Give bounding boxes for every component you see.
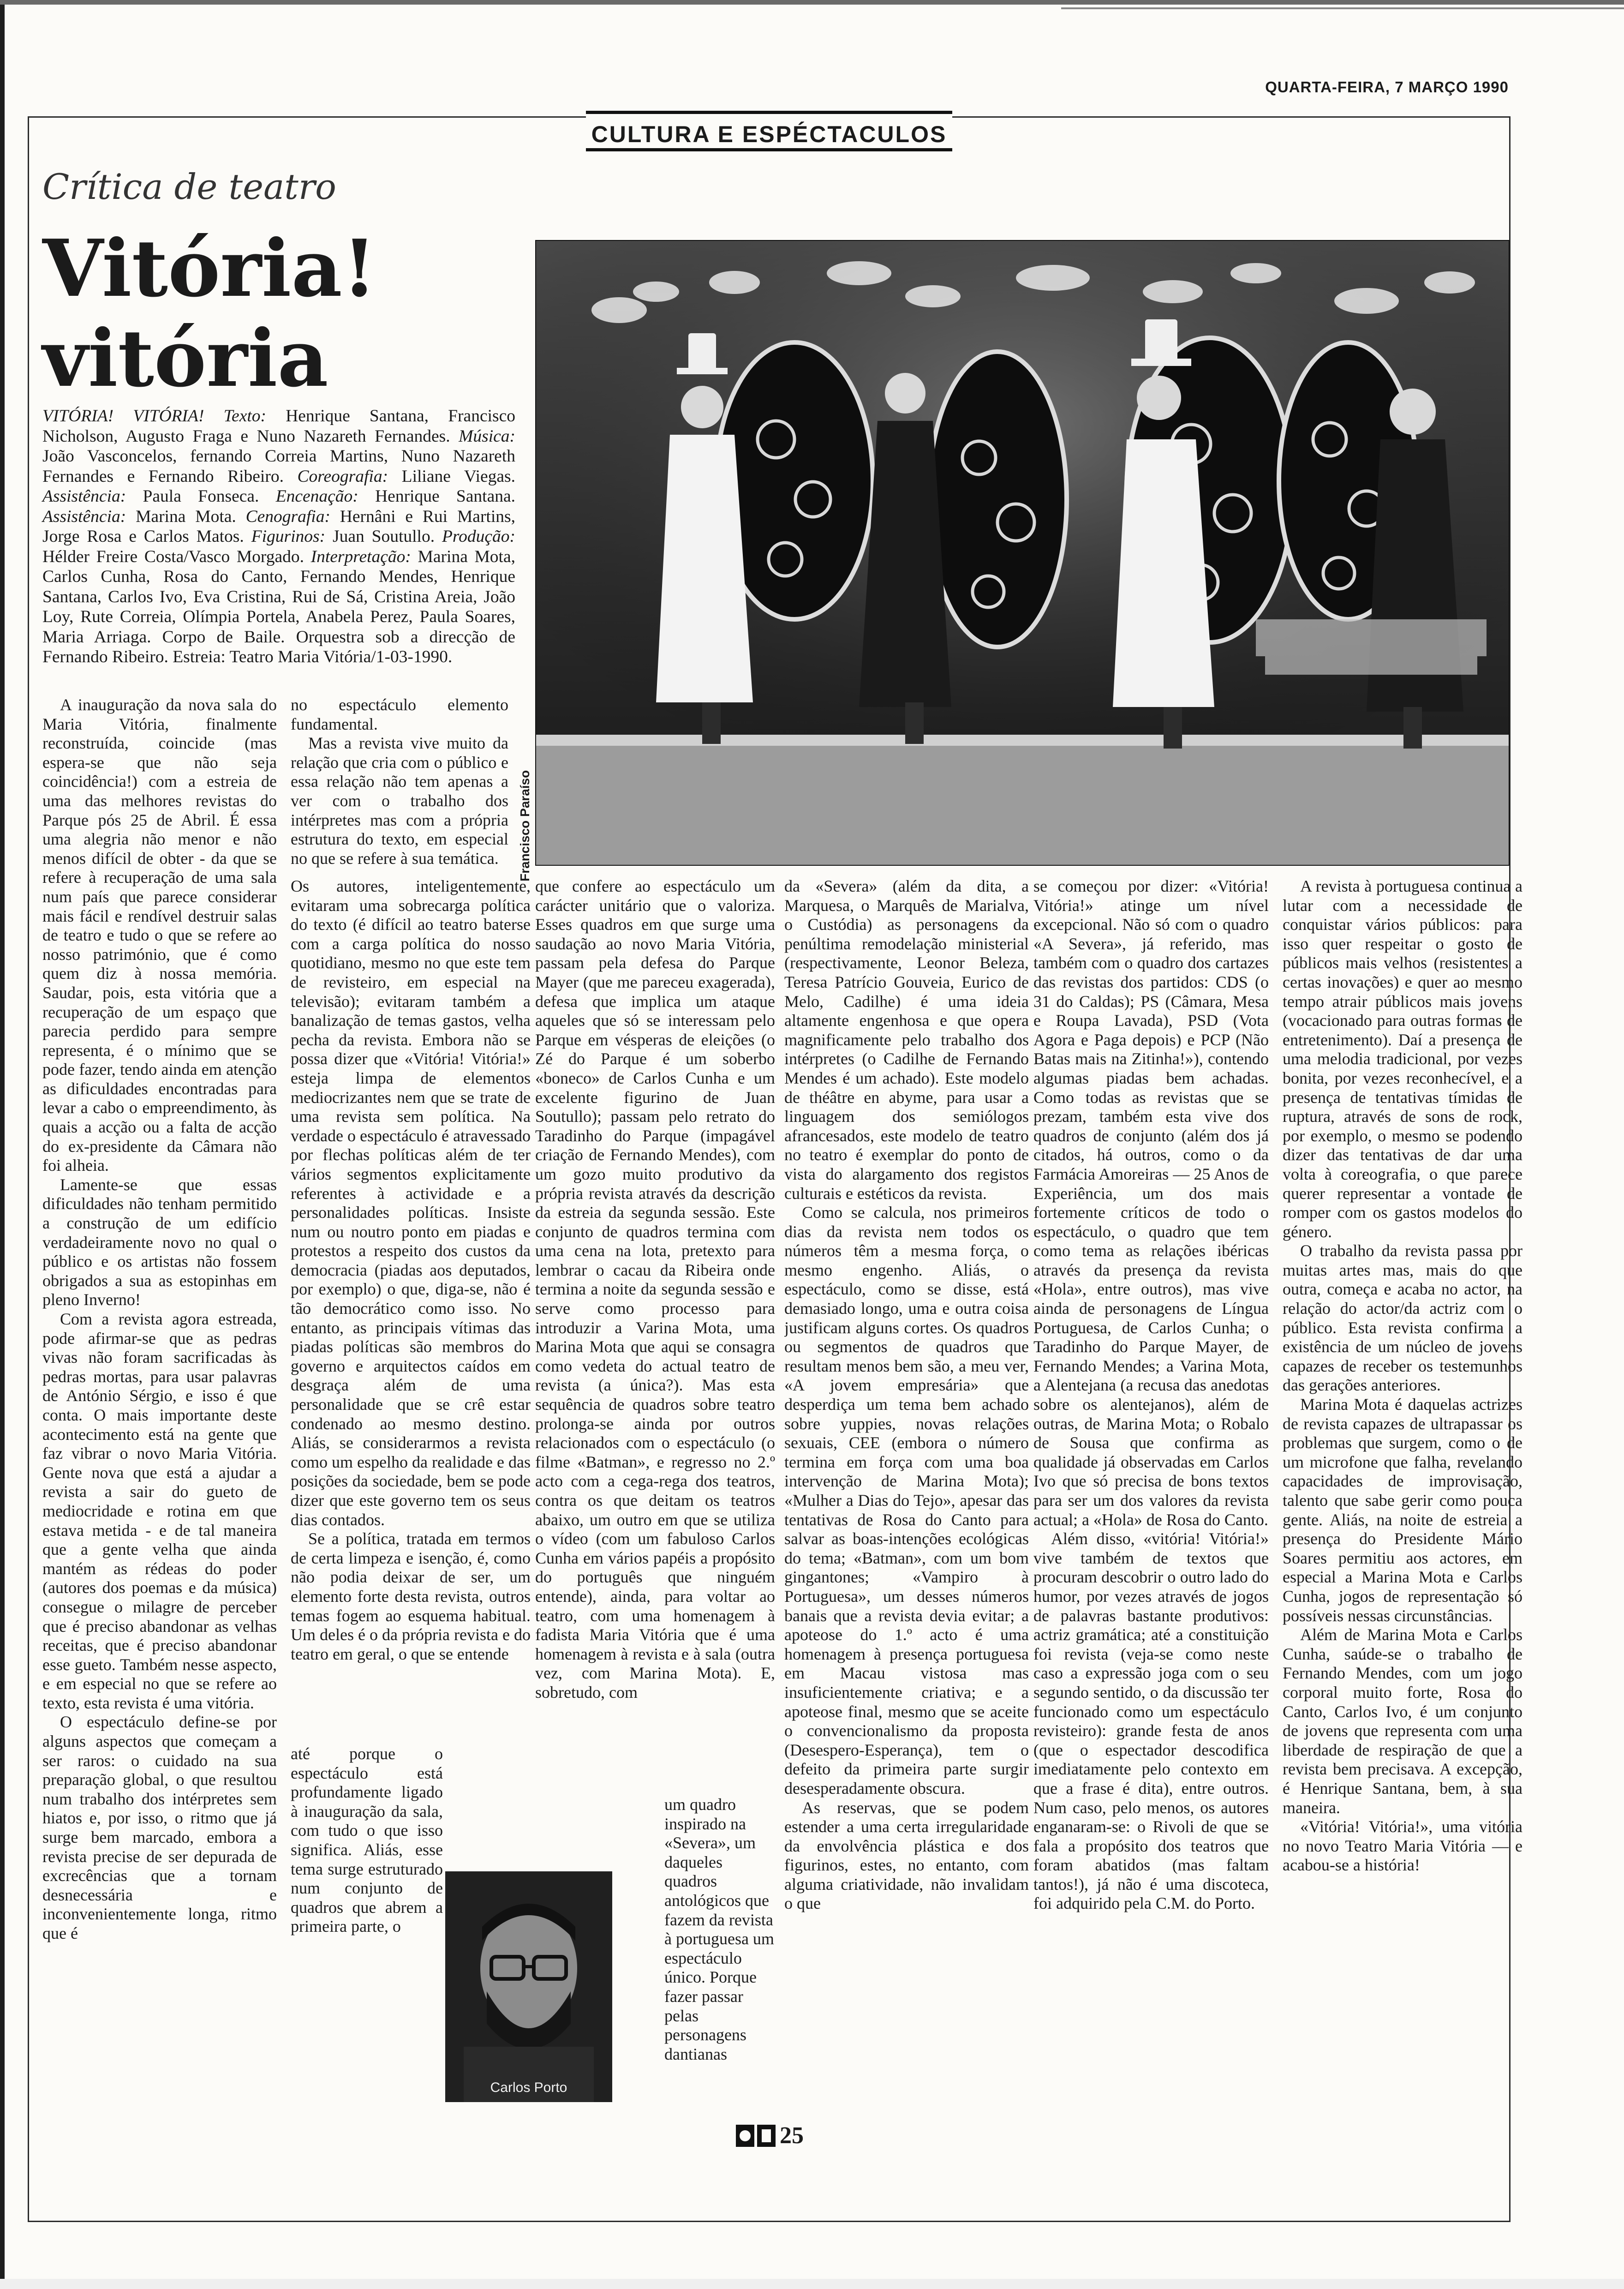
- article-column-1: [42, 695, 277, 2218]
- credit-label: Encenação:: [275, 487, 376, 506]
- credit-value: Henrique Santana, Francisco Nicholson, Augusto Fraga e Nuno Nazareth Fernandes.: [42, 407, 515, 446]
- scan-edge-top-line: [1061, 7, 1624, 9]
- credit-label: Coreografia:: [297, 467, 402, 486]
- photo-credit-text: Francisco Paraíso: [518, 770, 532, 881]
- article-paragraph: Se a política, tratada em termos de certa limpeza e isenção, é, como não podia deixar de ser, um elemento forte desta revista, outros temas fogem ao esquema habitual. Um deles é o da própria revista e do teatro em geral, o que se entende: [291, 1529, 531, 1663]
- dateline: QUARTA-FEIRA, 7 MARÇO 1990: [1265, 78, 1509, 96]
- article-column-5: [1033, 877, 1269, 2091]
- show-photo: [535, 240, 1510, 866]
- article-column-6: [1283, 877, 1522, 2123]
- newspaper-logo-icon: [736, 2123, 777, 2149]
- article-paragraph: Lamente-se que essas dificuldades não tenham permitido a construção de um edifício verdadeiramente novo no qual o público e os artistas não fossem obrigados a sua as estopinhas em pleno Inverno!: [42, 1175, 277, 1309]
- article-column-2b: [291, 877, 531, 1744]
- credit-label: Figurinos:: [251, 527, 333, 546]
- article-paragraph: A revista à portuguesa continua a lutar com a necessidade de conquistar vários públicos: para isso quer respeitar o gosto de públicos mais velhos (resistentes a certas inovações) e quer ao mesmo tempo atrair públicos mais jovens (vocacionado para outras formas de entretenimento). Daí a presença de uma melodia tradicional, por vezes bonita, por vezes reconhecível, e a presença de tentativas tímidas de ruptura, através de sons de rock, por exemplo, o mesmo se podendo dizer das tentativas de dar uma volta à coreografia, o que parece querer representar a vontade de romper com os gastos modelos do género.: [1283, 877, 1522, 1241]
- article-paragraph: A inauguração da nova sala do Maria Vitória, finalmente reconstruída, coincide (mas espera-se que não seja coincidência!) com a estreia de uma das melhores revistas do Parque pós 25 de Abril. É essa uma alegria não menor e não menos difícil de obter - da que se refere à recuperação de uma sala num país que parece considerar mais fácil e rendível destruir salas de teatro e tudo o que se refere ao nosso património, que é como quem diz à nossa memória. Saudar, pois, esta vitória que a recuperação de um espaço que parecia perdido para sempre representa, é o mínimo que se pode fazer, tendo ainda em atenção as dificuldades encontradas para levar a cabo o empreendimento, às quais a acção ou a falta de acção do ex-presidente da Câmara não foi alheia.: [42, 695, 277, 1175]
- frame-top-right: [952, 116, 1509, 118]
- author-portrait: [445, 1871, 612, 2102]
- credit-label: Interpretação:: [310, 547, 418, 566]
- credit-label: Cenografia:: [245, 507, 340, 526]
- credit-value: Juan Soutullo.: [332, 527, 442, 546]
- article-paragraph: Mas a revista vive muito da relação que cria com o público e essa relação não tem apenas a ver com o trabalho dos intérpretes mas com a própria estrutura do texto, em especial no que se refere à sua temática.: [291, 734, 508, 868]
- article-paragraph: se começou por dizer: «Vitória! Vitória!» atinge um nível excepcional. Não só com o quadro «A Severa», já referido, mas também com o quadro dos cartazes das revistas dos partidos: CDS (o 31 do Caldas); PS (Câmara, Mesa e Roupa Lavada), PSD (Vota Agora e Paga depois) e PCP (Não Batas mais na Zitinha!»), contendo algumas piadas bem achadas. Como todas as revistas que se prezam, também esta vive dos quadros de conjunto (além dos já citados, há outros, como o da Farmácia Amoreiras — 25 Anos de Experiência, um dos mais fortemente críticos de todo o espectáculo, o quadro que tem como tema as relações ibéricas através da presença da revista «Hola», entre outros), mas vive ainda de personagens de Língua Portuguesa, de Carlos Cunha; o Taradinho do Parque Mayer, de Fernando Mendes; a Varina Mota, a Alentejana (a recusa das anedotas sobre os alentejanos), além de outras, de Marina Mota; o Robalo de Sousa que confirma as qualidade já observadas em Carlos Ivo que só precisa de bons textos para ser um dos valores da revista actual; a «Hola» de Rosa do Canto.: [1033, 877, 1269, 1529]
- section-header: CULTURA E ESPÉCTACULOS: [586, 111, 952, 151]
- article-paragraph: O espectáculo define-se por alguns aspectos que começam a ser raros: o cuidado na sua preparação global, o que resultou num trabalho dos intérpretes sem hiatos e, por isso, o ritmo que já surge bem marcado, embora a revista precise de ser depurada de excrecências que a tornam desnecessária e inconvenientemente longa, ritmo que é: [42, 1713, 277, 1942]
- article-paragraph: «Vitória! Vitória!», uma vitória no novo Teatro Maria Vitória — e acabou-se a história!: [1283, 1817, 1522, 1875]
- article-column-3: [535, 877, 775, 1795]
- article-paragraph: um quadro inspirado na «Severa», um daqueles quadros antológicos que fazem da revista à portuguesa um espectáculo único. Porque fazer passar pelas personagens dantianas: [664, 1795, 774, 2063]
- credit-value: Liliane Viegas.: [401, 467, 516, 486]
- article-column-3b: [664, 1795, 775, 2081]
- article-column-4: [784, 877, 1029, 2091]
- article-kicker: Crítica de teatro: [42, 166, 336, 207]
- article-column-2c: [291, 1744, 443, 2077]
- credit-value: Henrique Santana.: [375, 487, 516, 506]
- article-paragraph: até porque o espectáculo está profundamente ligado à inauguração da sala, com tudo o que isso significa. Aliás, esse tema surge estruturado num conjunto de quadros que abrem a primeira parte, o: [291, 1744, 443, 1936]
- credit-value: Marina Mota, Carlos Cunha, Rosa do Canto, Fernando Mendes, Henrique Santana, Carlos Ivo, Eva Cristina, Rui de Sá, Cristina Areia, João Loy, Rute Correia, Olímpia Portela, Anabela Perez, Paula Soares, Maria Arriaga. Corpo de Baile. Orquestra sob a direcção de Fernando Ribeiro. Estreia: Teatro Maria Vitória/1-03-1990.: [42, 547, 515, 666]
- article-paragraph: Como se calcula, nos primeiros dias da revista nem todos os números têm a mesma força, o mesmo engenho. Aliás, o espectáculo, como se disse, está demasiado longo, uma e outra coisa justificam alguns cortes. Os quadros ou segmentos de quadros que resultam menos bem são, a meu ver, «A jovem empresária» que desperdiça um tema bem achado sobre yuppies, novas relações sexuais, CEE (embora o número termina em força com uma boa intervenção de Marina Mota); «Mulher a Dias do Tejo», apesar das tentativas de Rosa do Canto para salvar as boas-intenções ecológicas do tema; «Batman», com um bom gingantones; «Vampiro à Portuguesa», um desses números banais que a revista devia evitar; a apoteose do 1.º acto é uma homenagem à presença portuguesa em Macau vistosa mas insuficientemente criativa; e a apoteose final, mesmo que se aceite o convencionalismo da proposta (Desespero-Esperança), tem o defeito da primeira parte surgir desesperadamente obscura.: [784, 1203, 1029, 1798]
- credit-value: Hélder Freire Costa/Vasco Morgado.: [42, 547, 311, 566]
- credit-label: Produção:: [442, 527, 515, 546]
- scan-edge-bottom: [0, 2279, 1624, 2289]
- article-paragraph: no espectáculo elemento fundamental.: [291, 695, 508, 733]
- article-paragraph: Além disso, «vitória! Vitória!» vive também de textos que procuram descobrir o outro lado do humor, por vezes através de jogos de palavras bastante produtivos: actriz gramática; até a constituição foi revista (veja-se como neste caso a expressão joga com o seu segundo sentido, o da discussão ter funcionado como um espectáculo revisteiro): grande festa de anos (que o espectador descodifica imediatamente pelo contexto em que a frase é dita), entre outros. Num caso, pelo menos, os autores enganaram-se: o Rivoli de que se fala a propósito dos teatros que foram abatidos (mas faltam tantos!), já não é uma discoteca, foi adquirido pela C.M. do Porto.: [1033, 1529, 1269, 1913]
- credit-label: Música:: [459, 426, 515, 446]
- credit-label: VITÓRIA! VITÓRIA!: [42, 407, 224, 425]
- frame-top-left: [28, 116, 586, 118]
- author-photo: [445, 1871, 612, 2102]
- credit-value: Hernâni e Rui Martins, Jorge Rosa e Carlos Matos.: [42, 507, 515, 546]
- article-paragraph: Marina Mota é daquelas actrizes de revista capazes de ultrapassar os problemas que surgem, como o de um microfone que falha, revelando capacidades de improvisação, talento que sabe gerir como pouca gente. Aliás, na noite de estreia a presença do Presidente Mário Soares permitiu aos actores, em especial a Marina Mota e Carlos Cunha, jogos de representação só possíveis nessas circunstâncias.: [1283, 1395, 1522, 1625]
- article-paragraph: Com a revista agora estreada, pode afirmar-se que as pedras vivas não foram sacrificadas às pedras mortas, para usar palavras de António Sérgio, e isso é que conta. O mais importante deste acontecimento está na gente que faz vibrar o novo Maria Vitória. Gente nova que está a ajudar a revista a sair do gueto de mediocridade e rotina em que estava metida - e de tal maneira que a gente velha que ainda mantém as rédeas do poder (autores dos poemas e da música) consegue o milagre de perceber que é preciso abandonar as velhas receitas, que é preciso abandonar esse gueto. Também nesse aspecto, e em especial no que se refere ao texto, esta revista é uma vitória.: [42, 1310, 277, 1712]
- photo-credit: [516, 757, 534, 886]
- scan-edge-left: [0, 0, 5, 2289]
- page-number: 25: [780, 2122, 804, 2149]
- credit-label: Assistência:: [42, 507, 136, 526]
- credit-value: Paula Fonseca.: [143, 487, 276, 506]
- article-paragraph: As reservas, que se podem estender a uma certa irregularidade da envolvência plástica e dos figurinos, estes, no entanto, com alguma criatividade, não invalidam o que: [784, 1798, 1029, 1913]
- article-paragraph: Além de Marina Mota e Carlos Cunha, saúde-se o trabalho de Fernando Mendes, com um jogo corporal muito forte, Rosa do Canto, Carlos Ivo, é um conjunto de jovens que representa com uma liberdade de respiração de que a revista bem precisava. A excepção, é Henrique Santana, bem, à sua maneira.: [1283, 1625, 1522, 1817]
- headline-line-1: Vitória!: [42, 222, 377, 315]
- production-credits: [42, 406, 515, 667]
- article-paragraph: Os autores, inteligentemente, evitaram uma sobrecarga política do texto (é difícil ao teatro baterse com a carga política do nosso quotidiano, mesmo no que este tem de revisteiro, em especial na televisão); evitaram também a banalização de temas gastos, velha pecha da revista. Embora não se possa dizer que «Vitória! Vitória!» esteja limpa de elementos mediocrizantes nem que se trate de uma revista sem política. Na verdade o espectáculo é atravessado por flechas políticas além de ter vários segmentos explicitamente referentes à actividade e a personalidades políticas. Insiste num ou noutro ponto em piadas e protestos a respeito dos custos da democracia (piadas aos deputados, por exemplo) o que, diga-se, não é tão democrático como isso. No entanto, as principais vítimas das piadas políticas são membros do governo e arquitectos caídos em desgraça além de uma personalidade que se crê estar condenado ao mesmo destino. Aliás, se considerarmos a revista como um espelho da realidade e das posições da sociedade, bem se pode dizer que este governo tem os seus dias contados.: [291, 877, 531, 1529]
- article-paragraph: que confere ao espectáculo um carácter unitário que o valoriza. Esses quadros em que surge uma saudação ao novo Maria Vitória, passam pela defesa do Parque Mayer (que me pareceu exagerada), defesa que implica um ataque aqueles que só se interessam pelo Parque em vésperas de eleições (o Zé do Parque é um soberbo «boneco» de Carlos Cunha e um excelente figurino de Juan Soutullo); passam pelo retrato do Taradinho do Parque (impagável criação de Fernando Mendes), com um gozo muito produtivo da própria revista através da descrição da estreia da segunda sessão. Este conjunto de quadros termina com uma cena na lota, pretexto para lembrar o cacau da Ribeira onde termina a noite da segunda sessão e serve como processo para introduzir a Varina Mota, uma Marina Mota que aqui se consagra como vedeta do actual teatro de revista (a única?). Mas esta sequência de quadros sobre teatro prolonga-se ainda por outros relacionados com o espectáculo (o filme «Batman», e regresso no 2.º acto com a cega-rega dos teatros, contra os que deitam os teatros abaixo, um outro em que se utiliza o vídeo (com um fabuloso Carlos Cunha em vários papéis a propósito do português que ninguém entende), ainda, para voltar ao teatro, com uma homenagem à fadista Maria Vitória que é uma homenagem à revista e à sala (outra vez, com Marina Mota). E, sobretudo, com: [535, 877, 775, 1702]
- credit-label: Assistência:: [42, 487, 143, 506]
- article-column-2a: [291, 695, 508, 875]
- show-photo-image: [536, 241, 1509, 865]
- article-paragraph: da «Severa» (além da dita, a Marquesa, o Marquês de Marialva, o Custódia) as personagens da penúltima remodelação ministerial (respectivamente, Leonor Beleza, Teresa Patrício Gouveia, Eurico de Melo, Cadilhe) é uma ideia altamente engenhosa e que opera magnificamente pelo trabalho dos intérpretes (o Cadilhe de Fernando Mendes é um achado). Este modelo de théâtre en abyme, para usar a linguagem dos semiólogos afrancesados, este modelo de teatro no teatro é exemplar do ponto de vista do alargamento dos registos culturais e estéticos da revista.: [784, 877, 1029, 1203]
- scan-edge-top: [0, 0, 1624, 5]
- credit-value: João Vasconcelos, fernando Correia Martins, Nuno Nazareth Fernandes e Fernando Ribeiro.: [42, 447, 515, 486]
- author-name: Carlos Porto: [490, 2080, 567, 2095]
- article-headline: [42, 224, 527, 404]
- headline-line-2: vitória: [42, 312, 328, 405]
- credit-label: Texto:: [223, 407, 286, 425]
- credit-value: Marina Mota.: [136, 507, 246, 526]
- article-paragraph: O trabalho da revista passa por muitas artes mas, mais do que outra, começa e acaba no actor, na relação do actor/da actriz com o público. Esta revista confirma a existência de um núcleo de jovens capazes de receber os testemunhos das gerações anteriores.: [1283, 1241, 1522, 1395]
